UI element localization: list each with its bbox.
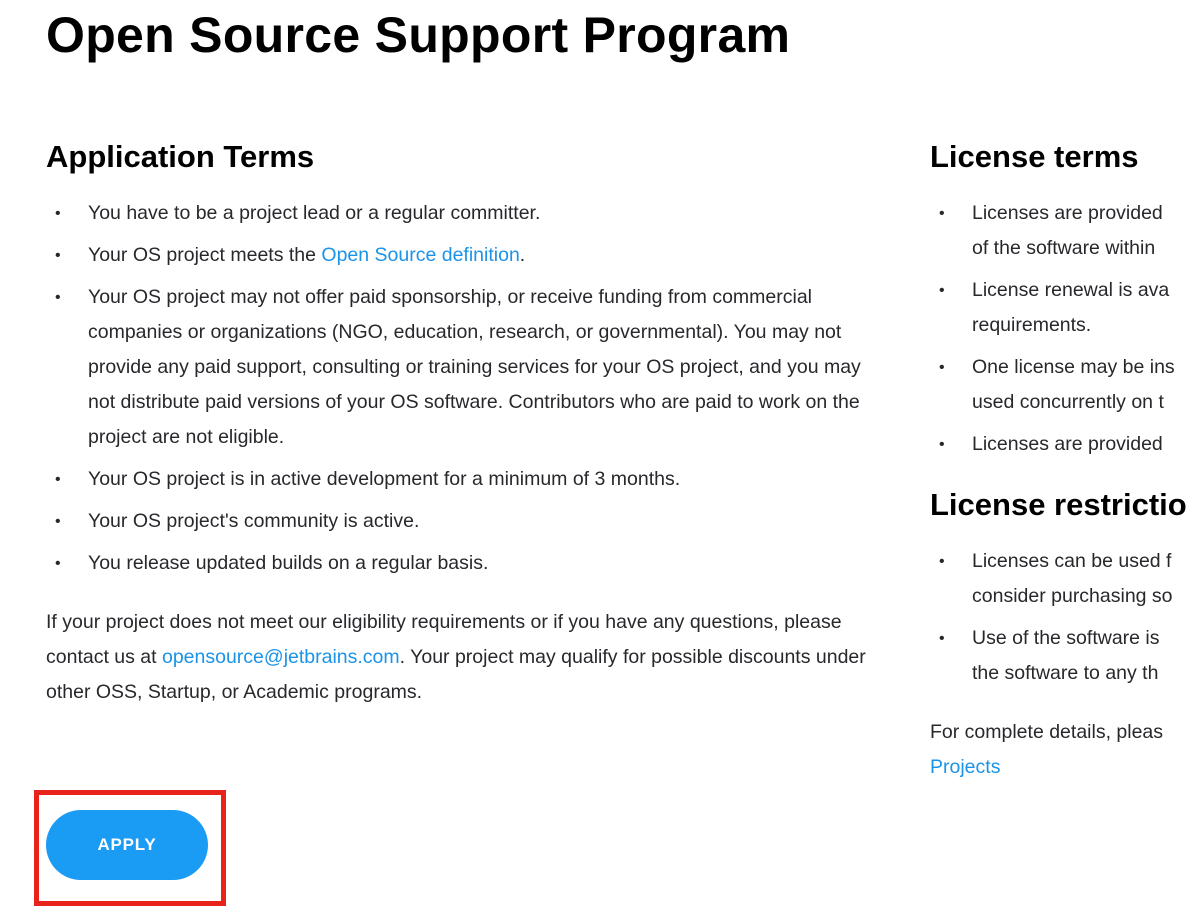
contact-email-link[interactable]: opensource@jetbrains.com [161, 646, 400, 668]
projects-link[interactable]: Projects [930, 756, 1001, 778]
open-source-definition-link[interactable]: Open Source definition [321, 244, 520, 266]
bullet-icon: • [55, 555, 61, 572]
list-item-text: the software to any th [972, 662, 1159, 684]
bullet-icon: • [55, 205, 61, 222]
contact-text: If your project does not meet our eligibility requirements or if you have any questions, please contact us at [46, 611, 842, 668]
license-terms-section [930, 138, 1200, 785]
bullet-icon: • [939, 282, 945, 299]
list-item-text: used concurrently on t [972, 391, 1164, 413]
list-item-text: Licenses are provided [972, 202, 1163, 224]
bullet-icon: • [55, 289, 61, 306]
list-item-text: . [519, 244, 526, 266]
list-item [930, 621, 1200, 691]
list-item [930, 273, 1200, 343]
list-item-text: of the software within [972, 237, 1156, 259]
list-item [46, 462, 892, 497]
bullet-icon: • [939, 359, 945, 376]
application-terms-section [46, 138, 892, 710]
list-item [46, 546, 892, 581]
list-item-text: You have to be a project lead or a regular committer. [88, 202, 541, 224]
apply-button[interactable]: APPLY [46, 810, 208, 880]
bullet-icon: • [939, 436, 945, 453]
details-text: For complete details, pleas [930, 721, 1164, 743]
list-item-text: Your OS project is in active development for a minimum of 3 months. [88, 468, 681, 490]
license-terms-heading: License terms [930, 139, 1139, 174]
list-item [46, 280, 892, 455]
list-item [930, 544, 1200, 614]
list-item [930, 350, 1200, 420]
license-terms-list [930, 196, 1200, 462]
list-item-text: consider purchasing so [972, 585, 1173, 607]
details-paragraph [930, 715, 1200, 785]
list-item-text: Licenses can be used f [972, 550, 1172, 572]
list-item [46, 196, 892, 231]
bullet-icon: • [939, 630, 945, 647]
bullet-icon: • [55, 471, 61, 488]
contact-paragraph [46, 605, 892, 710]
license-restrictions-heading: License restrictio [930, 487, 1187, 522]
contact-text: . Your project may qualify for possible discounts under other OSS, Startup, or Academic programs. [46, 646, 866, 703]
bullet-icon: • [55, 247, 61, 264]
list-item-text: One license may be ins [972, 356, 1175, 378]
list-item [930, 196, 1200, 266]
list-item-text: License renewal is ava [972, 279, 1170, 301]
list-item-text: Your OS project's community is active. [88, 510, 420, 532]
bullet-icon: • [55, 513, 61, 530]
list-item-text: requirements. [972, 314, 1092, 336]
license-restrictions-list [930, 544, 1200, 691]
page-title: Open Source Support Program [46, 7, 791, 63]
list-item [930, 427, 1200, 462]
bullet-icon: • [939, 205, 945, 222]
application-terms-heading: Application Terms [46, 139, 315, 174]
list-item-text: You release updated builds on a regular basis. [88, 552, 489, 574]
list-item-text: Your OS project meets the [88, 244, 322, 266]
bullet-icon: • [939, 553, 945, 570]
list-item [46, 504, 892, 539]
list-item-text: Your OS project may not offer paid sponsorship, or receive funding from commercial companies or organizations (NGO, education, research, or governmental). You may not provide any paid support, consulting or training services for your OS project, and you may not distribute paid versions of your OS software. Contributors who are paid to work on the project are not eligible. [88, 286, 861, 448]
application-terms-list [46, 196, 892, 581]
list-item-text: Licenses are provided [972, 433, 1163, 455]
list-item-text: Use of the software is [972, 627, 1160, 649]
list-item [46, 238, 892, 273]
